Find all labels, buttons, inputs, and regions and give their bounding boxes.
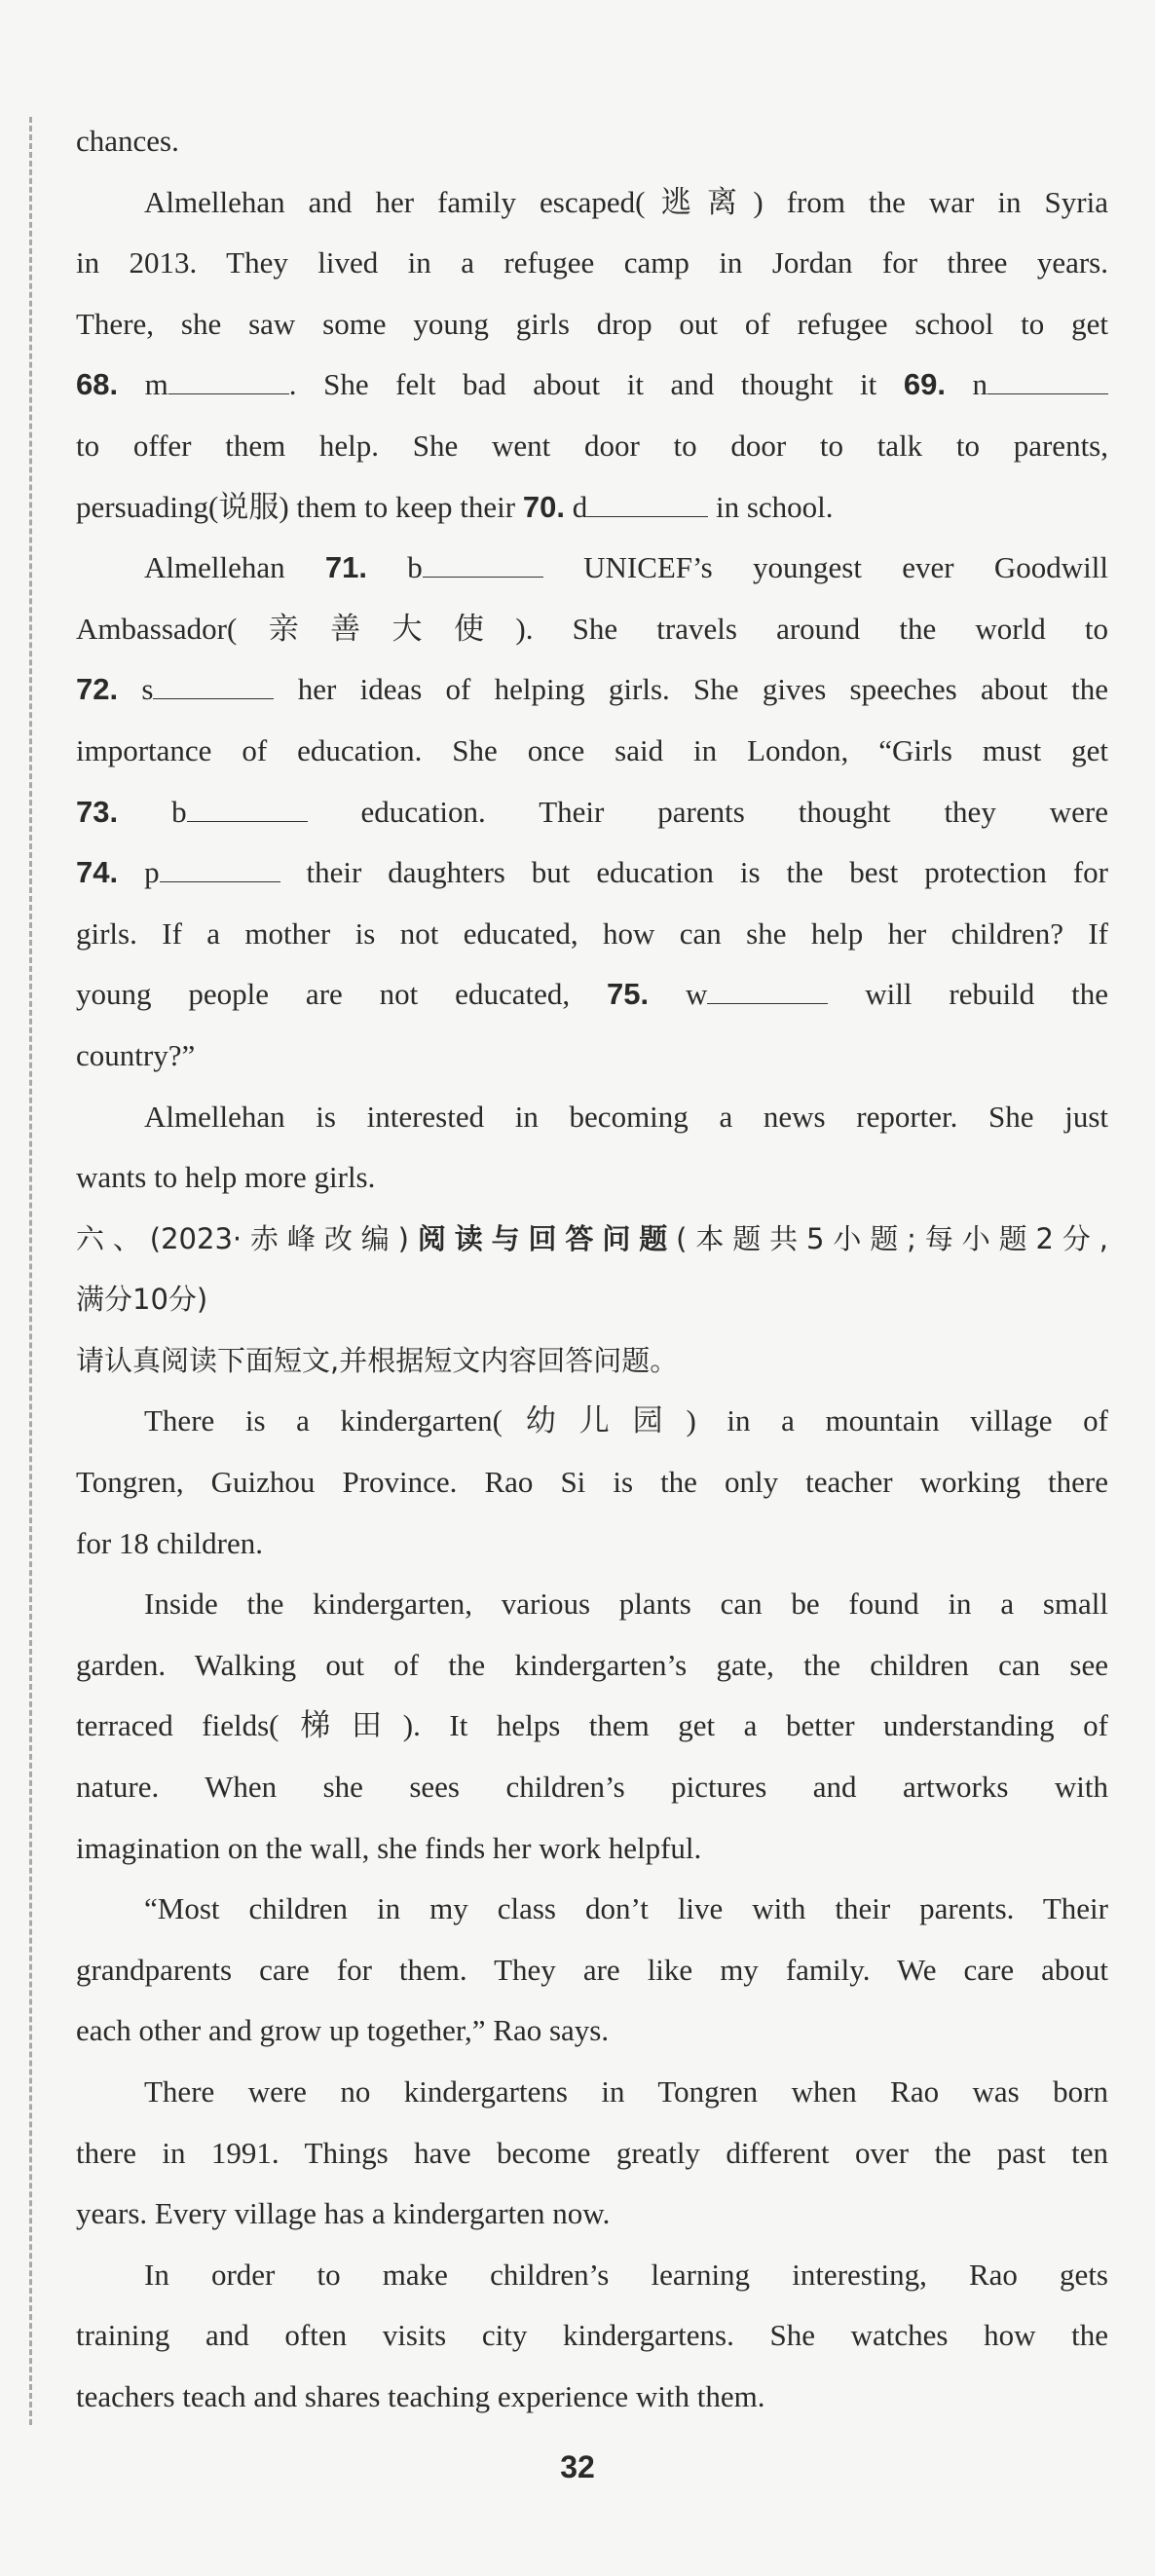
text-line: girls. If a mother is not educated, how can she help her children? If <box>76 915 1108 951</box>
text-line: in 2013. They lived in a refugee camp in Jordan for three years. <box>76 245 1108 280</box>
text-line <box>76 782 1108 843</box>
text-line: there in 1991. Things have become greatly different over the past ten <box>76 2135 1108 2170</box>
question-number: 69. <box>903 367 946 402</box>
question-number: 74. <box>76 855 119 890</box>
blank-initial: s <box>118 672 154 707</box>
text-line: imagination on the wall, she finds her work helpful. <box>76 1830 702 1865</box>
section-title: 阅读与回答问题 <box>408 1221 677 1255</box>
text-line: each other and grow up together,” Rao says. <box>76 2013 610 2048</box>
question-number: 70. <box>522 489 565 524</box>
text-run: her ideas of helping girls. She gives speeches about the <box>274 672 1108 707</box>
text-line: There is a kindergarten(幼儿园) in a mountain village of <box>144 1403 1108 1438</box>
text-line: nature. When she sees children’s pictures and artworks with <box>76 1770 1108 1805</box>
text-line <box>76 842 1108 904</box>
text-line: to offer them help. She went door to door to talk to parents, <box>76 428 1108 463</box>
question-number: 75. <box>606 977 650 1012</box>
answer-blank[interactable] <box>423 553 543 578</box>
text-line: Almellehan is interested in becoming a news reporter. She just <box>144 1099 1108 1134</box>
blank-initial: m <box>118 367 168 402</box>
answer-blank[interactable] <box>587 493 708 517</box>
question-number: 72. <box>76 672 119 707</box>
section-scoring: (本题共5小题;每小题2分, <box>676 1221 1108 1255</box>
answer-blank[interactable] <box>987 370 1108 394</box>
text-line: teachers teach and shares teaching experience with them. <box>76 2378 765 2413</box>
text-line: Inside the kindergarten, various plants can be found in a small <box>144 1587 1108 1622</box>
text-line <box>76 538 1108 599</box>
text-line: In order to make children’s learning interesting, Rao gets <box>144 2257 1108 2292</box>
text-run: . She felt bad about it and thought it <box>288 367 904 402</box>
text-run: Almellehan <box>144 550 325 585</box>
text-line: Ambassador(亲善大使). She travels around the world to <box>76 611 1108 646</box>
text-line: wants to help more girls. <box>76 1160 376 1195</box>
answer-blank[interactable] <box>187 798 308 822</box>
text-line: grandparents care for them. They are like my family. We care about <box>76 1952 1108 1987</box>
page-content <box>76 111 1108 2428</box>
text-run: in school. <box>708 489 834 524</box>
text-run: UNICEF’s youngest ever Goodwill <box>542 550 1108 585</box>
section-heading-cont: 满分10分) <box>76 1283 208 1317</box>
text-run: will rebuild the <box>828 977 1108 1012</box>
instruction: 请认真阅读下面短文,并根据短文内容回答问题。 <box>76 1343 679 1377</box>
text-line <box>76 964 1108 1026</box>
text-line: terraced fields(梯田). It helps them get a better understanding of <box>76 1708 1108 1743</box>
blank-initial: w <box>649 977 708 1012</box>
text-line <box>76 355 1108 416</box>
text-line <box>76 659 1108 721</box>
text-run: persuading(说服) them to keep their <box>76 489 523 524</box>
text-line: There were no kindergartens in Tongren when Rao was born <box>144 2074 1108 2109</box>
blank-initial: p <box>118 855 160 890</box>
binding-margin-line <box>29 117 32 2425</box>
answer-blank[interactable] <box>160 858 280 882</box>
text-run: education. Their parents thought they were <box>307 794 1109 829</box>
text-line: Almellehan and her family escaped(逃离) from the war in Syria <box>144 184 1108 219</box>
text-line: There, she saw some young girls drop out of refugee school to get <box>76 306 1108 341</box>
blank-initial: d <box>564 489 588 524</box>
answer-blank[interactable] <box>153 675 274 699</box>
text-line: for 18 children. <box>76 1525 263 1560</box>
question-number: 68. <box>76 367 119 402</box>
text-line: Tongren, Guizhou Province. Rao Si is the only teacher working there <box>76 1465 1108 1500</box>
text-line: chances. <box>76 124 179 158</box>
text-line: garden. Walking out of the kindergarten’s gate, the children can see <box>76 1647 1108 1682</box>
section-heading <box>76 1209 1108 1270</box>
text-line <box>76 477 1108 539</box>
text-line: “Most children in my class don’t live with their parents. Their <box>144 1891 1108 1926</box>
text-line: country?” <box>76 1037 196 1072</box>
question-number: 73. <box>76 794 119 829</box>
answer-blank[interactable] <box>707 980 828 1004</box>
blank-initial: n <box>945 367 987 402</box>
section-source: 六、(2023·赤峰改编) <box>76 1221 409 1255</box>
text-line: training and often visits city kindergartens. She watches how the <box>76 2318 1108 2353</box>
blank-initial: b <box>367 550 423 585</box>
question-number: 71. <box>324 550 368 585</box>
text-run: young people are not educated, <box>76 977 607 1012</box>
page-number: 32 <box>560 2449 595 2484</box>
blank-initial: b <box>118 794 187 829</box>
text-run: their daughters but education is the best protection for <box>279 855 1108 890</box>
text-line: years. Every village has a kindergarten now. <box>76 2196 611 2231</box>
text-line: importance of education. She once said in London, “Girls must get <box>76 732 1108 767</box>
answer-blank[interactable] <box>168 370 289 394</box>
